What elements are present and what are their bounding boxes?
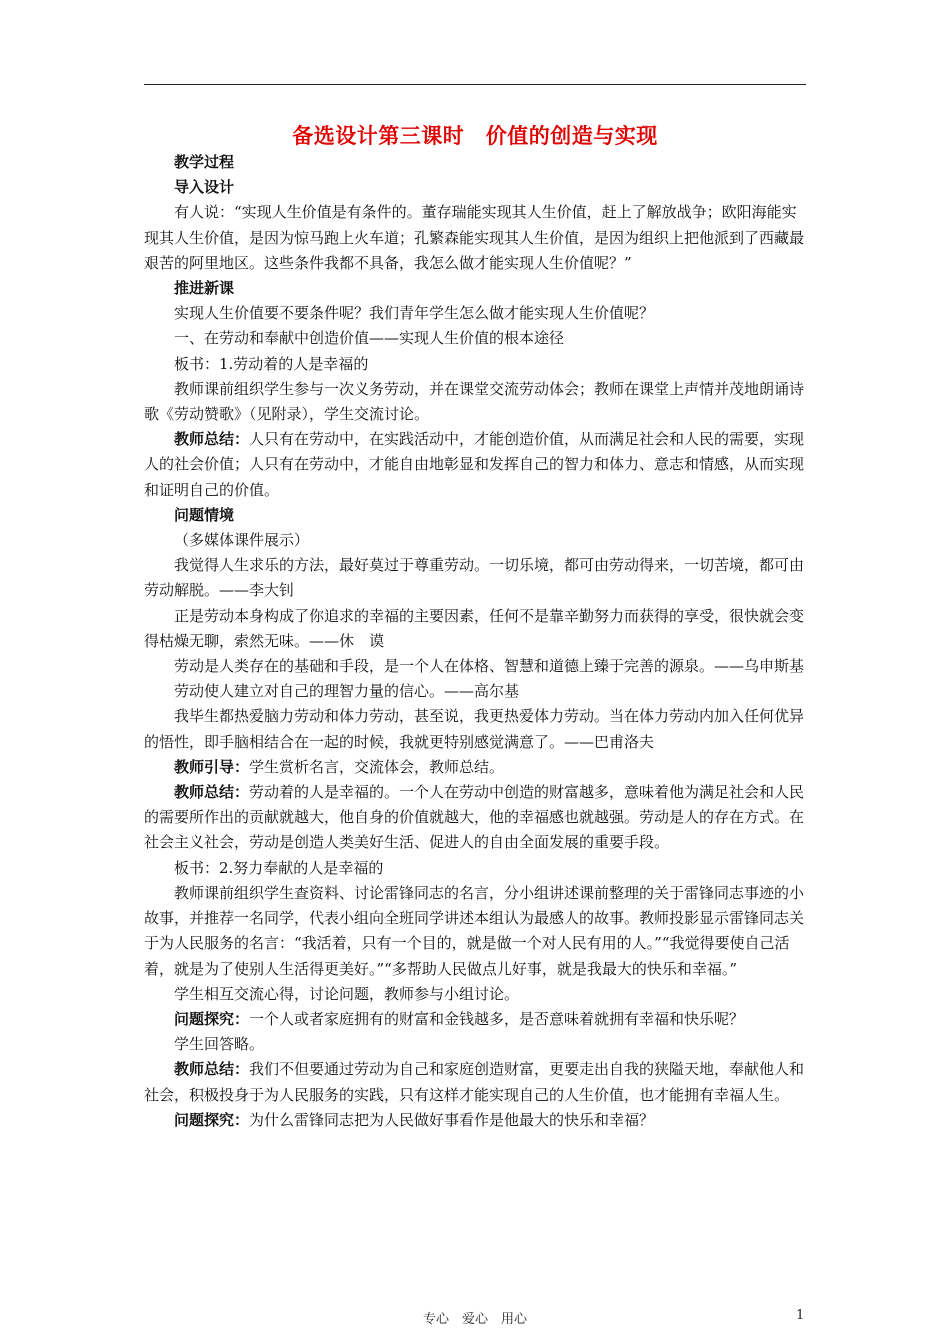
labeled-paragraph	[144, 1007, 808, 1032]
paragraph-text: 人只有在劳动中，在实践活动中，才能创造价值，从而满足社会和人民的需要，实现人的社会价值；人只有在劳动中，才能自由地彰显和发挥自己的智力和体力、意志和情感，从而实现和证明自己的价值。	[144, 430, 805, 499]
footer-text: 专心 爱心 用心	[422, 1312, 527, 1327]
labeled-paragraph	[144, 427, 808, 503]
body-paragraph: 板书：1.劳动着的人是幸福的	[174, 354, 369, 373]
section-heading: 教学过程	[174, 153, 235, 171]
paragraph-text: 我们不但要通过劳动为自己和家庭创造财富，更要走出自我的狭隘天地，奉献他人和社会，积极投身于为人民服务的实践，只有这样才能实现自己的人生价值，也才能拥有幸福人生。	[144, 1060, 805, 1104]
body-paragraph: 有人说：“实现人生价值是有条件的。董存瑞能实现其人生价值，赶上了解放战争；欧阳海能实现其人生价值，是因为惊马跑上火车道；孔繁森能实现其人生价值，是因为组织上把他派到了西藏最艰苦的阿里地区。这些条件我都不具备，我怎么做才能实现人生价值呢？”	[144, 203, 805, 272]
body-paragraph: 劳动使人建立对自己的理智力量的信心。——高尔基	[174, 682, 520, 701]
paragraph-text: 劳动着的人是幸福的。一个人在劳动中创造的财富越多，意味着他为满足社会和人民的需要所作出的贡献就越大，他自身的价值就越大，他的幸福感也就越强。劳动是人的存在方式。在社会主义社会，劳动是创造人类美好生活、促进人的自由全面发展的重要手段。	[144, 783, 805, 852]
body-paragraph: 我觉得人生求乐的方法，最好莫过于尊重劳动。一切乐境，都可由劳动得来，一切苦境，都可由劳动解脱。——李大钊	[144, 556, 805, 600]
section-heading: 问题情境	[174, 505, 235, 524]
body-paragraph: （多媒体课件展示）	[174, 531, 310, 550]
page-title: 备选设计第三课时 价值的创造与实现	[292, 124, 658, 148]
paragraph-lead-label: 教师总结：	[174, 1060, 250, 1079]
paragraph-text: 为什么雷锋同志把为人民做好事看作是他最大的快乐和幸福？	[249, 1110, 655, 1129]
body-paragraph: 实现人生价值要不要条件呢？我们青年学生怎么做才能实现人生价值呢？	[174, 304, 655, 323]
labeled-paragraph	[144, 1057, 808, 1107]
header-rule	[144, 84, 806, 85]
section-heading: 导入设计	[174, 178, 235, 197]
labeled-paragraph	[144, 755, 808, 780]
document-body	[144, 150, 808, 1133]
paragraph-lead-label: 问题探究：	[174, 1009, 250, 1028]
body-paragraph: 劳动是人类存在的基础和手段，是一个人在体格、智慧和道德上臻于完善的源泉。——乌申斯基	[174, 657, 805, 676]
body-paragraph: 学生相互交流心得，讨论问题，教师参与小组讨论。	[174, 984, 520, 1003]
body-paragraph: 正是劳动本身构成了你追求的幸福的主要因素，任何不是靠辛勤努力而获得的享受，很快就会变得枯燥无聊，索然无味。——休 谟	[144, 606, 805, 650]
paragraph-lead-label: 问题探究：	[174, 1110, 250, 1129]
labeled-paragraph	[144, 780, 808, 856]
paragraph-lead-label: 教师总结：	[174, 430, 250, 449]
paragraph-text: 一个人或者家庭拥有的财富和金钱越多，是否意味着就拥有幸福和快乐呢？	[249, 1009, 745, 1028]
body-paragraph: 学生回答略。	[174, 1035, 265, 1054]
body-paragraph: 我毕生都热爱脑力劳动和体力劳动，甚至说，我更热爱体力劳动。当在体力劳动内加入任何优异的悟性，即手脑相结合在一起的时候，我就更特别感觉满意了。——巴甫洛夫	[144, 707, 805, 751]
page-number: 1	[796, 1308, 805, 1323]
body-paragraph: 一、在劳动和奉献中创造价值——实现人生价值的根本途径	[174, 329, 565, 348]
body-paragraph: 板书：2.努力奉献的人是幸福的	[174, 858, 384, 877]
paragraph-lead-label: 教师引导：	[174, 757, 250, 776]
labeled-paragraph	[144, 1108, 808, 1133]
paragraph-text: 学生赏析名言，交流体会，教师总结。	[249, 757, 505, 776]
section-heading: 推进新课	[174, 279, 235, 298]
body-paragraph: 教师课前组织学生参与一次义务劳动，并在课堂交流劳动体会；教师在课堂上声情并茂地朗诵诗歌《劳动赞歌》（见附录），学生交流讨论。	[144, 379, 805, 424]
paragraph-lead-label: 教师总结：	[174, 783, 250, 802]
body-paragraph: 教师课前组织学生查资料、讨论雷锋同志的名言，分小组讲述课前整理的关于雷锋同志事迹的小故事，并推荐一名同学，代表小组向全班同学讲述本组认为最感人的故事。教师投影显示雷锋同志关于为人民服务的名言：“我活着，只有一个目的，就是做一个对人民有用的人。”“我觉得要使自己活着，就是为了使别人生活得更美好。”“多帮助人民做点儿好事，就是我最大的快乐和幸福。”	[144, 883, 805, 978]
